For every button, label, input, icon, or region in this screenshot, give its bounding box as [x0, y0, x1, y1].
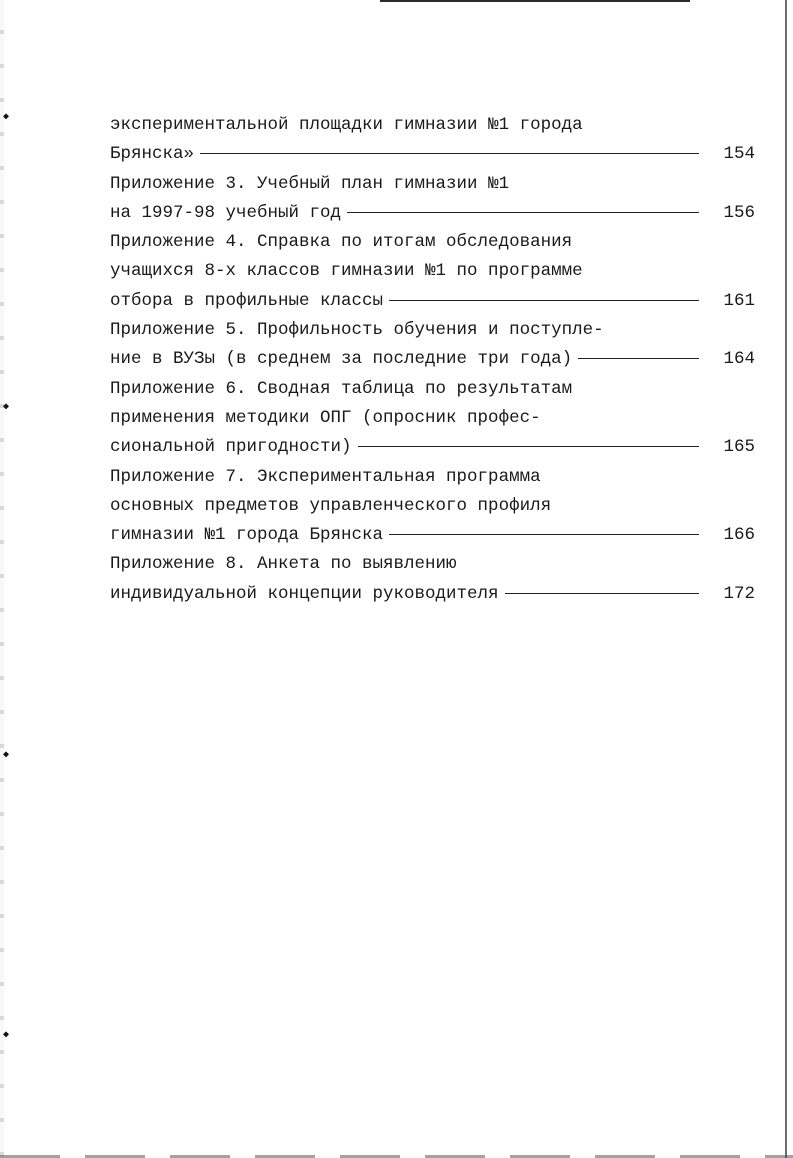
page-number: 164: [723, 349, 755, 370]
toc-line: Приложение 3. Учебный план гимназии №1: [110, 173, 510, 194]
toc-line: ние в ВУЗы (в среднем за последние три года) 164: [110, 345, 755, 374]
page-number: 156: [723, 202, 755, 223]
toc-line: сиональной пригодности) 165: [110, 433, 755, 462]
dot-leader: [578, 358, 699, 359]
dot-leader: [347, 212, 699, 213]
scan-edge-right: [785, 0, 787, 1158]
toc-line: Приложение 5. Профильность обучения и поступле-: [110, 320, 604, 341]
toc-line: на 1997-98 учебный год 156: [110, 199, 755, 228]
dot-leader: [358, 446, 699, 447]
page-number: 172: [723, 583, 755, 604]
toc-line: Приложение 6. Сводная таблица по результатам: [110, 378, 573, 399]
binding-mark-icon: ◆: [3, 402, 10, 413]
toc-line: Приложение 4. Справка по итогам обследования: [110, 232, 573, 253]
toc-line: экспериментальной площадки гимназии №1 города: [110, 115, 583, 135]
binding-mark-icon: ◆: [3, 112, 10, 123]
dot-leader: [389, 534, 699, 535]
page-number: 154: [723, 144, 755, 165]
toc-line: индивидуальной концепции руководителя 172: [110, 580, 755, 609]
toc-line: отбора в профильные классы 161: [110, 287, 755, 316]
page-number: 165: [723, 437, 755, 458]
toc-line: основных предметов управленческого профиля: [110, 495, 552, 516]
scan-edge-top: [380, 0, 690, 2]
scan-edge-left: [0, 0, 4, 1158]
toc-line: Приложение 8. Анкета по выявлению: [110, 554, 457, 575]
binding-mark-icon: ◆: [3, 750, 10, 761]
toc-line: учащихся 8-х классов гимназии №1 по программе: [110, 261, 583, 282]
page-number: 166: [723, 525, 755, 546]
toc-line: Брянска» 154: [110, 140, 755, 169]
binding-mark-icon: ◆: [3, 1030, 10, 1041]
dot-leader: [200, 153, 699, 154]
page-number: 161: [723, 290, 755, 311]
table-of-contents: [110, 111, 755, 609]
toc-line: гимназии №1 города Брянска 166: [110, 521, 755, 550]
toc-line: Приложение 7. Экспериментальная программа: [110, 466, 541, 487]
toc-line: применения методики ОПГ (опросник профес-: [110, 407, 541, 428]
dot-leader: [389, 300, 699, 301]
dot-leader: [505, 593, 699, 594]
